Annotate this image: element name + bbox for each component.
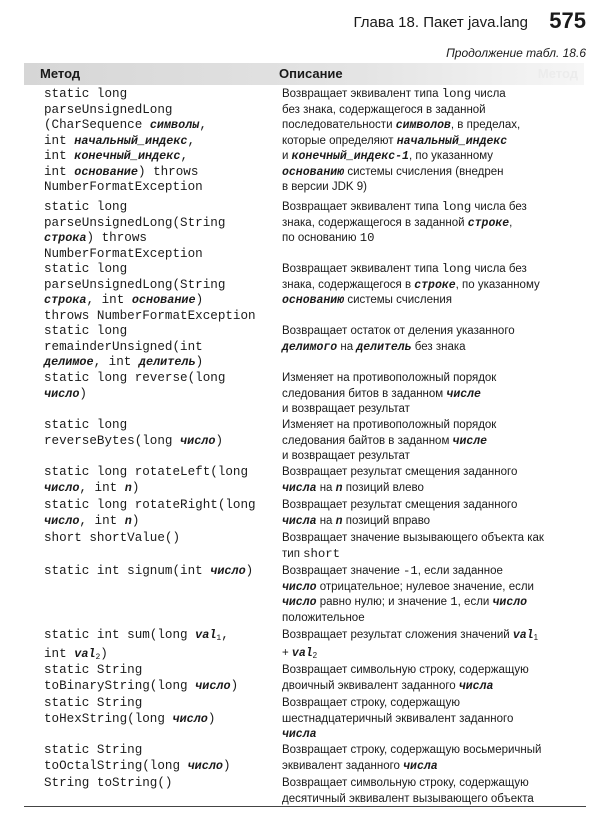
method-description: Возвращает значение -1, если заданное число отрицательное; нулевое значение, если число равно нулю; и значение 1, если число положительное: [282, 564, 534, 624]
table-row: [24, 562, 586, 626]
method-signature: static String toOctalString(long число): [44, 743, 231, 773]
table-row: [24, 496, 586, 529]
page-header: [0, 8, 600, 38]
method-signature: static long parseUnsignedLong(String строка, int основание) throws NumberFormatException: [44, 262, 256, 323]
table-row: [24, 741, 586, 774]
method-signature: static long remainderUnsigned(int делимое, int делитель): [44, 324, 204, 369]
table-row: [24, 529, 586, 562]
method-description: Изменяет на противоположный порядок следования битов в заданном числе и возвращает результат: [282, 372, 497, 415]
method-description: Возвращает результат смещения заданного числа на n позиций вправо: [282, 499, 518, 528]
method-signature: short shortValue(): [44, 531, 181, 545]
method-description: Возвращает символьную строку, содержащую десятичный эквивалент вызывающего объекта: [282, 777, 534, 805]
column-header-ghost: Метод: [537, 66, 578, 81]
method-description: Возвращает результат сложения значений val$_1$ + val$_2$: [282, 629, 539, 660]
table-row: [24, 416, 586, 463]
table-row: [24, 260, 586, 322]
table-bottom-rule: [24, 806, 586, 807]
table-header: [24, 63, 584, 85]
method-table: [24, 85, 586, 807]
table-row: [24, 369, 586, 416]
method-signature: static String toHexString(long число): [44, 696, 216, 726]
method-description: Возвращает эквивалент типа long числа без знака, содержащегося в заданной последовательности символов, в пределах, которые определяют начальный_индекс и конечный_индекс-1, по указанному основанию системы счисления (внедрен в версии JDK 9): [282, 87, 521, 193]
method-signature: static long reverseBytes(long число): [44, 418, 224, 448]
method-description: Возвращает символьную строку, содержащую двоичный эквивалент заданного числа: [282, 664, 529, 693]
method-description: Возвращает строку, содержащую восьмеричный эквивалент заданного числа: [282, 744, 542, 773]
method-signature: static int signum(int число): [44, 564, 254, 578]
method-signature: static long parseUnsignedLong (CharSequence символы, int начальный_индекс, int конечный_индекс, int основание) throws NumberFormatException: [44, 87, 207, 194]
page-number: 575: [549, 8, 586, 33]
table-continuation-note: Продолжение табл. 18.6: [446, 46, 586, 60]
method-description: Изменяет на противоположный порядок следования байтов в заданном числе и возвращает результат: [282, 419, 497, 462]
chapter-title: Глава 18. Пакет java.lang: [353, 14, 528, 31]
table-row: [24, 198, 586, 260]
method-description: Возвращает строку, содержащую шестнадцатеричный эквивалент заданного числа: [282, 697, 514, 741]
method-signature: String toString(): [44, 776, 173, 790]
table-row: [24, 774, 586, 807]
table-row: [24, 694, 586, 741]
method-signature: static long reverse(long число): [44, 371, 226, 401]
table-row: [24, 85, 586, 198]
table-row: [24, 463, 586, 496]
table-row: [24, 661, 586, 694]
method-signature: static String toBinaryString(long число): [44, 663, 239, 693]
method-description: Возвращает результат смещения заданного числа на n позиций влево: [282, 466, 518, 495]
method-signature: static long parseUnsignedLong(String строка) throws NumberFormatException: [44, 200, 226, 261]
method-description: Возвращает остаток от деления указанного делимого на делитель без знака: [282, 325, 515, 354]
method-description: Возвращает эквивалент типа long числа без знака, содержащегося в заданной строке, по основанию 10: [282, 200, 527, 245]
method-signature: static int sum(long val$_1$, int val$_2$): [44, 628, 229, 662]
column-header-method: Метод: [40, 66, 81, 81]
method-signature: static long rotateLeft(long число, int n): [44, 465, 249, 495]
method-description: Возвращает эквивалент типа long числа без знака, содержащегося в строке, по указанному основанию системы счисления: [282, 262, 540, 307]
method-description: Возвращает значение вызывающего объекта как тип short: [282, 532, 544, 561]
column-header-description: Описание: [279, 66, 343, 81]
table-row: [24, 626, 586, 661]
table-row: [24, 322, 586, 369]
method-signature: static long rotateRight(long число, int n): [44, 498, 256, 528]
